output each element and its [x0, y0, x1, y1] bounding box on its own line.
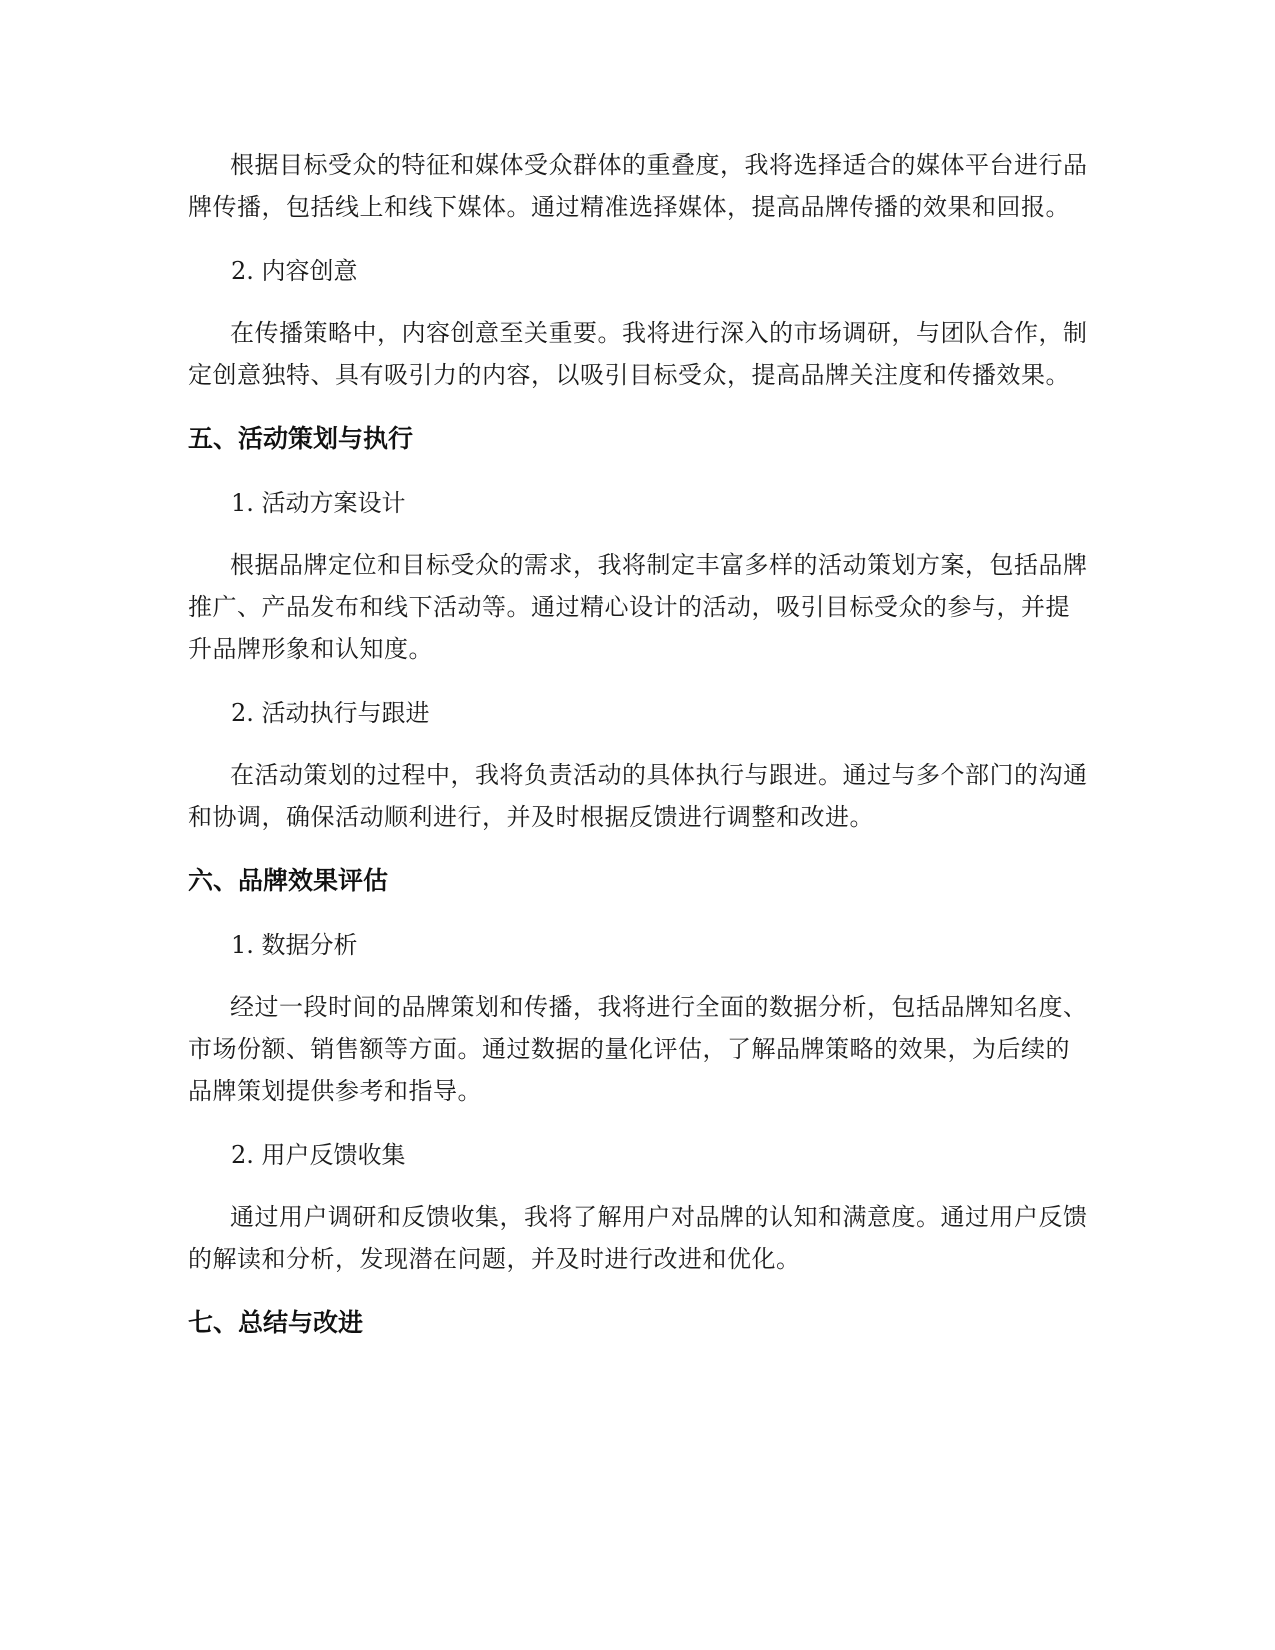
- subheading-event-design: 1. 活动方案设计: [231, 489, 406, 517]
- paragraph-media-selection: 根据目标受众的特征和媒体受众群体的重叠度，我将选择适合的媒体平台进行品牌传播，包括线上和线下媒体。通过精准选择媒体，提高品牌传播的效果和回报。: [188, 151, 1088, 221]
- subheading-data-analysis: 1. 数据分析: [231, 931, 358, 959]
- paragraph-event-execution: 在活动策划的过程中，我将负责活动的具体执行与跟进。通过与多个部门的沟通和协调，确保活动顺利进行，并及时根据反馈进行调整和改进。: [188, 761, 1088, 831]
- section-heading-event-planning: 五、活动策划与执行: [188, 424, 414, 453]
- subheading-event-execution: 2. 活动执行与跟进: [231, 699, 430, 727]
- subheading-user-feedback: 2. 用户反馈收集: [231, 1141, 406, 1169]
- paragraph-content-creative: 在传播策略中，内容创意至关重要。我将进行深入的市场调研，与团队合作，制定创意独特、具有吸引力的内容，以吸引目标受众，提高品牌关注度和传播效果。: [188, 319, 1088, 389]
- section-heading-summary: 七、总结与改进: [188, 1308, 364, 1337]
- paragraph-event-design: 根据品牌定位和目标受众的需求，我将制定丰富多样的活动策划方案，包括品牌推广、产品发布和线下活动等。通过精心设计的活动，吸引目标受众的参与，并提升品牌形象和认知度。: [188, 551, 1088, 663]
- paragraph-user-feedback: 通过用户调研和反馈收集，我将了解用户对品牌的认知和满意度。通过用户反馈的解读和分析，发现潜在问题，并及时进行改进和优化。: [188, 1203, 1088, 1273]
- document-content: [188, 144, 1088, 1366]
- section-heading-brand-evaluation: 六、品牌效果评估: [188, 866, 389, 895]
- subheading-content-creative: 2. 内容创意: [231, 257, 358, 285]
- paragraph-data-analysis: 经过一段时间的品牌策划和传播，我将进行全面的数据分析，包括品牌知名度、市场份额、销售额等方面。通过数据的量化评估，了解品牌策略的效果，为后续的品牌策划提供参考和指导。: [188, 993, 1088, 1105]
